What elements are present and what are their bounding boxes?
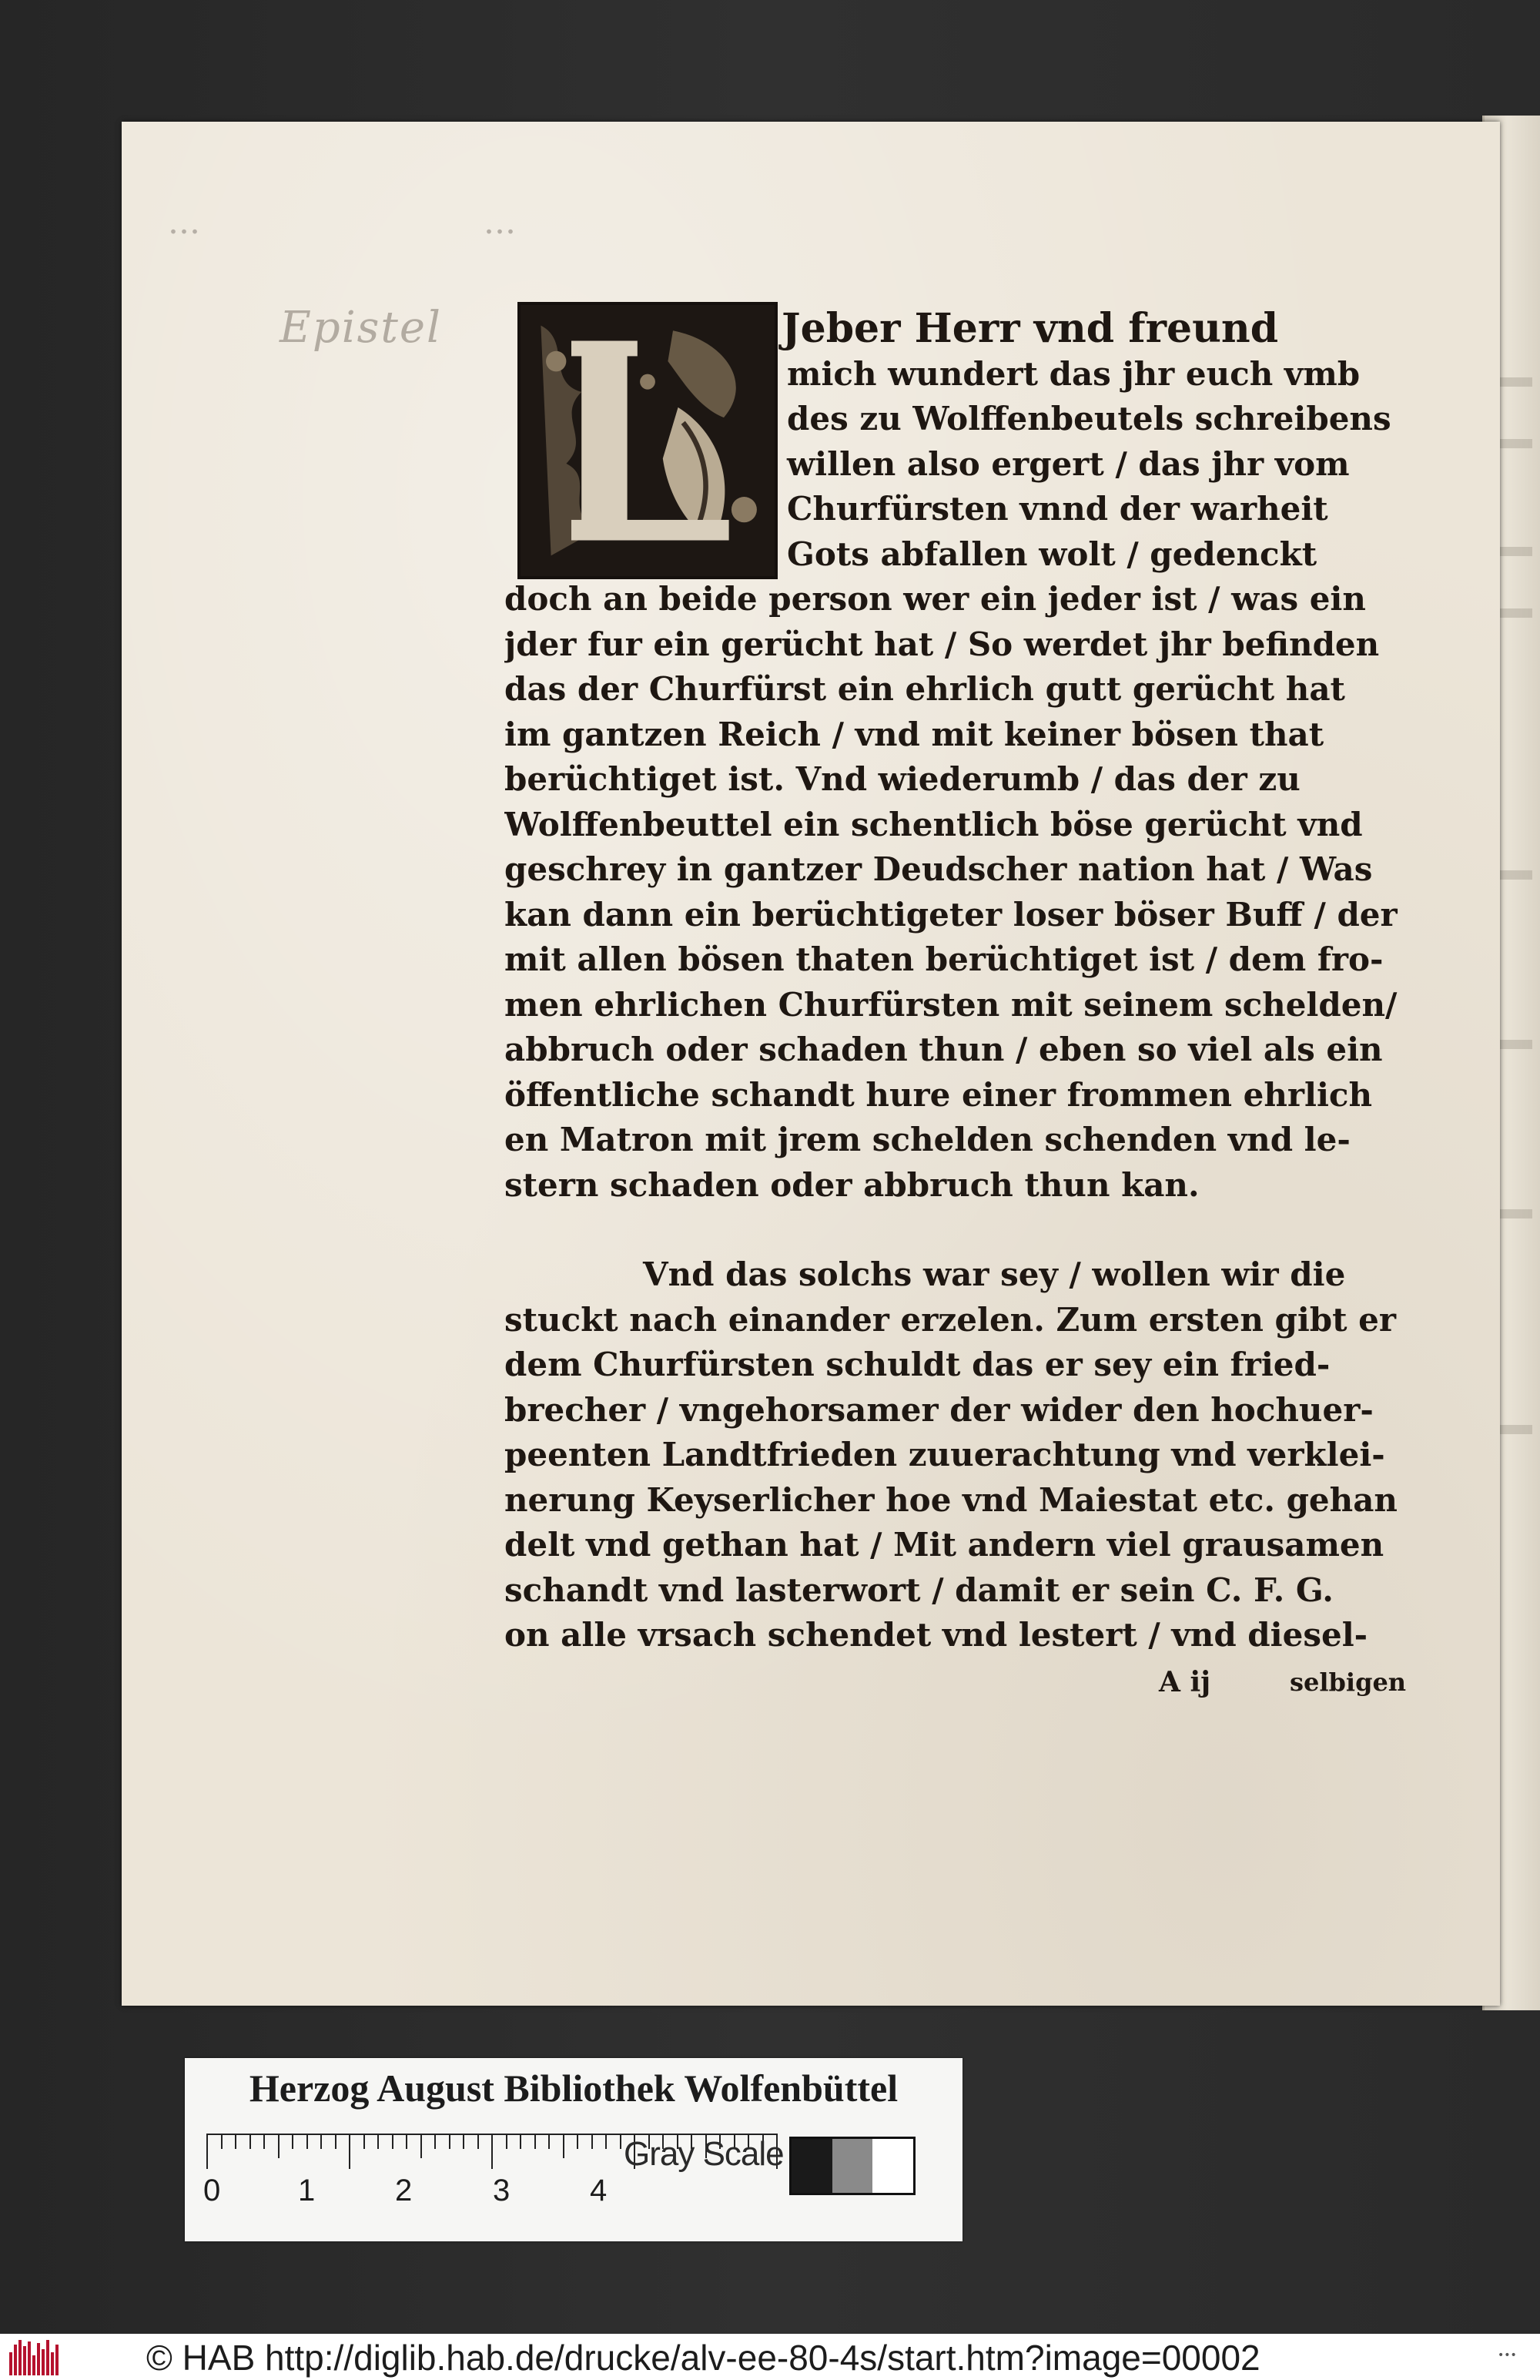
gray-scale-swatches [789, 2137, 916, 2195]
footer-dots: ••• [1498, 2349, 1517, 2362]
gray-scale-label: Gray Scale [624, 2135, 784, 2173]
logo-bar [28, 2341, 31, 2375]
ruler-tick [434, 2134, 436, 2149]
catchword-line [504, 1658, 1419, 1704]
footer-copyright-link[interactable]: © HAB http://diglib.hab.de/drucke/alv-ee-80-4s/start.htm?image=00002 [146, 2338, 1260, 2378]
ruler-tick [306, 2134, 308, 2149]
ruler-tick [534, 2134, 536, 2149]
pencil-dots-left: ... [168, 203, 200, 242]
ruler-tick [449, 2134, 450, 2149]
ruler-tick [477, 2134, 479, 2149]
text-line: des zu Wolffenbeutels schreibens [787, 400, 1391, 437]
hab-logo-icon [9, 2340, 63, 2375]
text-line: delt vnd gethan hat / Mit andern viel grausamen [504, 1526, 1384, 1564]
text-line: jder fur ein gerücht hat / So werdet jhr befinden [504, 625, 1380, 663]
ruler-tick [548, 2134, 550, 2149]
logo-bar [55, 2345, 59, 2375]
footer-bar [0, 2334, 1540, 2380]
paragraph-break [504, 1208, 1419, 1252]
ruler-tick [491, 2134, 493, 2169]
text-line: Churfürsten vnnd der warheit [787, 490, 1328, 528]
ruler-tick [591, 2134, 593, 2149]
ruler-tick [520, 2134, 521, 2149]
text-line: stern schaden oder abbruch thun kan. [504, 1165, 1200, 1204]
ruler-number: 4 [590, 2174, 608, 2207]
page-text [504, 307, 1419, 1703]
text-line: men ehrlichen Churfürsten mit seinem schelden/ [504, 985, 1398, 1024]
ruler-tick [563, 2134, 564, 2158]
ruler-tick [406, 2134, 407, 2149]
color-scale-card [185, 2058, 962, 2241]
ruler-tick [263, 2134, 265, 2149]
ruler-tick [292, 2134, 293, 2149]
ruler-number: 1 [298, 2174, 316, 2207]
text-line: das der Churfürst ein ehrlich gutt gerücht hat [504, 670, 1345, 708]
logo-bar [46, 2340, 49, 2375]
logo-bar [23, 2346, 26, 2375]
logo-bar [32, 2355, 35, 2375]
ruler-tick [420, 2134, 422, 2158]
text-line: en Matron mit jrem schelden schenden vnd le- [504, 1121, 1351, 1158]
ruler-tick [506, 2134, 507, 2149]
text-line: on alle vrsach schendet vnd lestert / vnd diesel- [504, 1616, 1368, 1654]
gray-swatch-dark [792, 2139, 832, 2193]
text-line: im gantzen Reich / vnd mit keiner bösen that [504, 715, 1324, 753]
text-line: geschrey in gantzer Deudscher nation hat / Was [504, 850, 1373, 888]
pencil-dots-right: ... [484, 203, 516, 242]
ruler-tick [463, 2134, 464, 2149]
ruler-tick [620, 2134, 621, 2149]
text-line: brecher / vngehorsamer der wider den hochuer- [504, 1390, 1374, 1429]
ruler-tick [249, 2134, 251, 2149]
ruler-tick [320, 2134, 322, 2149]
ruler-tick [577, 2134, 578, 2149]
text-line: Vnd das solchs war sey / wollen wir die [643, 1255, 1346, 1293]
ruler-number: 0 [203, 2174, 221, 2207]
logo-bar [18, 2340, 22, 2375]
text-line: berüchtiget ist. Vnd wiederumb / das der zu [504, 760, 1301, 798]
logo-bar [37, 2343, 40, 2375]
library-title: Herzog August Bibliothek Wolfenbüttel [249, 2067, 899, 2110]
ruler-number: 3 [493, 2174, 511, 2207]
text-line: Gots abfallen wolt / gedenckt [787, 535, 1317, 573]
text-line: Wolffenbeuttel ein schentlich böse gerücht vnd [504, 805, 1363, 843]
text-line: mit allen bösen thaten berüchtiget ist / dem fro- [504, 940, 1384, 978]
ruler-tick [377, 2134, 379, 2149]
ruler-tick [349, 2134, 350, 2169]
ruler-tick [235, 2134, 236, 2149]
text-line: dem Churfürsten schuldt das er sey ein fried- [504, 1346, 1331, 1383]
text-line: kan dann ein berüchtigeter loser böser Buff / der [504, 895, 1398, 934]
gray-swatch-light [872, 2139, 913, 2193]
ruler-tick [363, 2134, 365, 2149]
logo-bar [51, 2352, 54, 2375]
text-line: abbruch oder schaden thun / eben so viel als ein [504, 1031, 1383, 1068]
signature-mark: A ij [1159, 1665, 1211, 1698]
text-line: schandt vnd lasterwort / damit er sein C. F. G. [504, 1570, 1334, 1609]
text-line: stuckt nach einander erzelen. Zum ersten gibt er [504, 1300, 1397, 1339]
ruler-number: 2 [395, 2174, 413, 2207]
pencil-annotation: Epistel [280, 303, 442, 353]
text-line: nerung Keyserlicher hoe vnd Maiestat etc. gehan [504, 1480, 1398, 1519]
gray-swatch-mid [832, 2139, 873, 2193]
logo-bar [9, 2352, 12, 2375]
ruler-tick [221, 2134, 223, 2149]
ruler-tick [605, 2134, 607, 2149]
text-line: Jeber Herr vnd freund [782, 307, 1279, 352]
text-line: willen also ergert / das jhr vom [787, 444, 1350, 483]
text-line: doch an beide person wer ein jeder ist / was ein [504, 580, 1366, 618]
text-line: öffentliche schandt hure einer frommen ehrlich [504, 1075, 1373, 1114]
text-line: peenten Landtfrieden zuuerachtung vnd verklei- [504, 1436, 1385, 1473]
ruler-tick [278, 2134, 280, 2158]
logo-bar [42, 2349, 45, 2375]
ruler-tick [206, 2134, 208, 2169]
text-line: mich wundert das jhr euch vmb [787, 354, 1361, 393]
logo-bar [14, 2345, 17, 2375]
ruler-tick [335, 2134, 336, 2149]
ruler-tick [392, 2134, 393, 2149]
catchword: selbigen [1290, 1667, 1407, 1697]
